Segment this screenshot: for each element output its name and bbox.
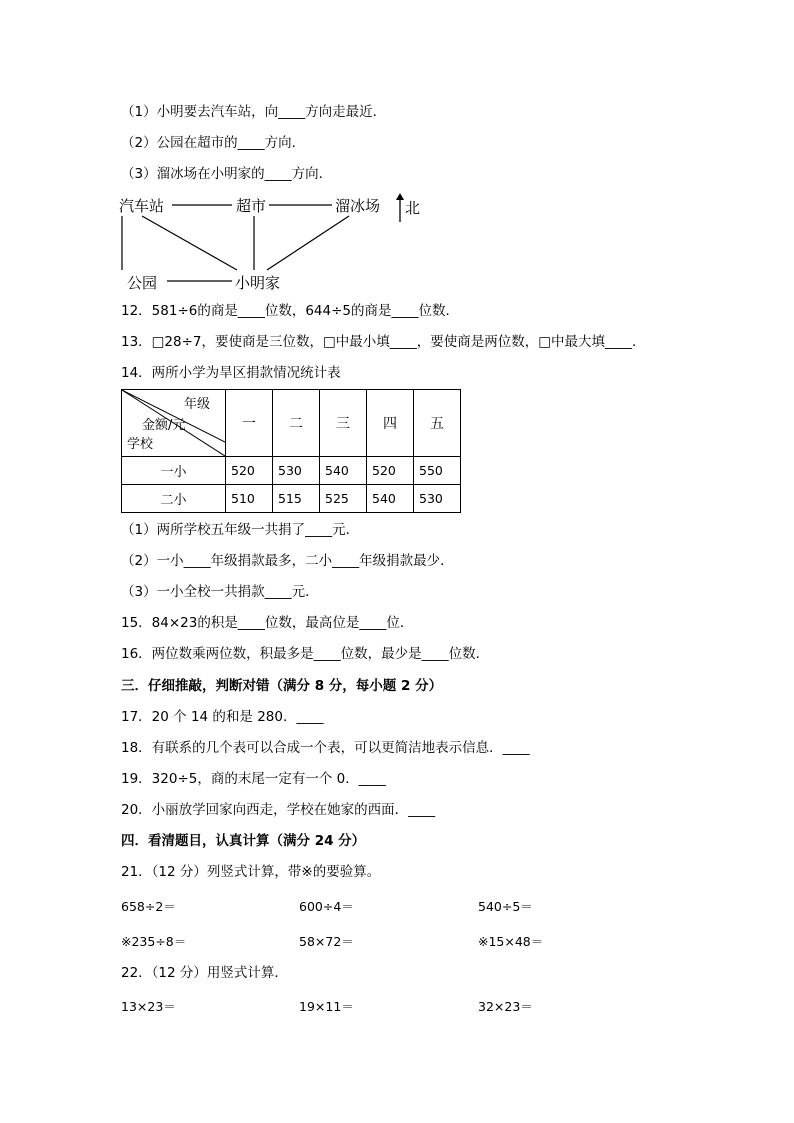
q22-item-1: 13×23＝ bbox=[121, 999, 176, 1014]
grade-2: 二 bbox=[273, 390, 320, 457]
table-cell: 530 bbox=[273, 457, 320, 485]
table-cell: 510 bbox=[226, 485, 273, 513]
hdr-grade: 年级 bbox=[184, 397, 211, 412]
map-north: 北 bbox=[405, 199, 421, 217]
q17: 17．20 个 14 的和是 280．____ bbox=[121, 709, 324, 725]
q22-item-2: 19×11＝ bbox=[299, 999, 354, 1014]
donation-table bbox=[121, 389, 461, 513]
q21-item-5: 58×72＝ bbox=[299, 934, 354, 949]
q11-sub-2: （2）公园在超市的____方向． bbox=[121, 135, 306, 151]
q16: 16．两位数乘两位数，积最多是____位数，最少是____位数． bbox=[121, 646, 490, 662]
hdr-school: 学校 bbox=[127, 437, 154, 452]
grade-1: 一 bbox=[226, 390, 273, 457]
map-rink: 溜冰场 bbox=[335, 197, 381, 215]
q21-item-1: 658÷2＝ bbox=[121, 899, 176, 914]
map-station: 汽车站 bbox=[119, 197, 165, 215]
q21-item-3: 540÷5＝ bbox=[478, 899, 533, 914]
row-name: 一小 bbox=[122, 457, 226, 485]
table-cell: 520 bbox=[226, 457, 273, 485]
q15: 15．84×23的积是____位数，最高位是____位． bbox=[121, 615, 414, 631]
q14-title: 14．两所小学为旱区捐款情况统计表 bbox=[121, 365, 341, 381]
hdr-amount: 金额/元 bbox=[142, 418, 186, 433]
table-cell: 525 bbox=[320, 485, 367, 513]
table-row bbox=[122, 457, 461, 485]
table-row bbox=[122, 485, 461, 513]
grade-4: 四 bbox=[367, 390, 414, 457]
table-cell: 515 bbox=[273, 485, 320, 513]
q13: 13．□28÷7，要使商是三位数，□中最小填____，要使商是两位数，□中最大填____． bbox=[121, 334, 646, 350]
q18: 18．有联系的几个表可以合成一个表，可以更简洁地表示信息．____ bbox=[121, 740, 530, 756]
section-4-heading: 四．看清题目，认真计算（满分 24 分） bbox=[121, 833, 366, 849]
q14-sub-3: （3）一小全校一共捐款____元． bbox=[121, 584, 319, 600]
q21: 21．（12 分）列竖式计算，带※的要验算。 bbox=[121, 864, 381, 880]
q11-sub-3: （3）溜冰场在小明家的____方向． bbox=[121, 166, 333, 182]
grade-3: 三 bbox=[320, 390, 367, 457]
q19: 19．320÷5，商的末尾一定有一个 0．____ bbox=[121, 771, 386, 787]
q21-item-6: ※15×48＝ bbox=[478, 934, 544, 949]
row-name: 二小 bbox=[122, 485, 226, 513]
direction-map bbox=[117, 192, 427, 292]
map-park: 公园 bbox=[127, 274, 158, 292]
table-diagonal-header bbox=[122, 390, 226, 457]
table-cell: 540 bbox=[367, 485, 414, 513]
table-cell: 530 bbox=[414, 485, 461, 513]
q11-sub-1: （1）小明要去汽车站，向____方向走最近． bbox=[121, 104, 387, 120]
q14-sub-1: （1）两所学校五年级一共捐了____元． bbox=[121, 522, 360, 538]
q14-sub-2: （2）一小____年级捐款最多，二小____年级捐款最少． bbox=[121, 553, 454, 569]
table-cell: 520 bbox=[367, 457, 414, 485]
q12: 12．581÷6的商是____位数，644÷5的商是____位数． bbox=[121, 303, 460, 319]
q22: 22．（12 分）用竖式计算． bbox=[121, 965, 288, 981]
section-3-heading: 三．仔细推敲，判断对错（满分 8 分，每小题 2 分） bbox=[121, 678, 443, 694]
grade-5: 五 bbox=[414, 390, 461, 457]
table-header-row bbox=[122, 390, 461, 457]
table-cell: 540 bbox=[320, 457, 367, 485]
q21-item-2: 600÷4＝ bbox=[299, 899, 354, 914]
map-supermarket: 超市 bbox=[236, 197, 267, 215]
map-home: 小明家 bbox=[235, 274, 281, 292]
table-cell: 550 bbox=[414, 457, 461, 485]
q21-item-4: ※235÷8＝ bbox=[121, 934, 187, 949]
q20: 20．小丽放学回家向西走，学校在她家的西面．____ bbox=[121, 802, 436, 818]
q22-item-3: 32×23＝ bbox=[478, 999, 533, 1014]
